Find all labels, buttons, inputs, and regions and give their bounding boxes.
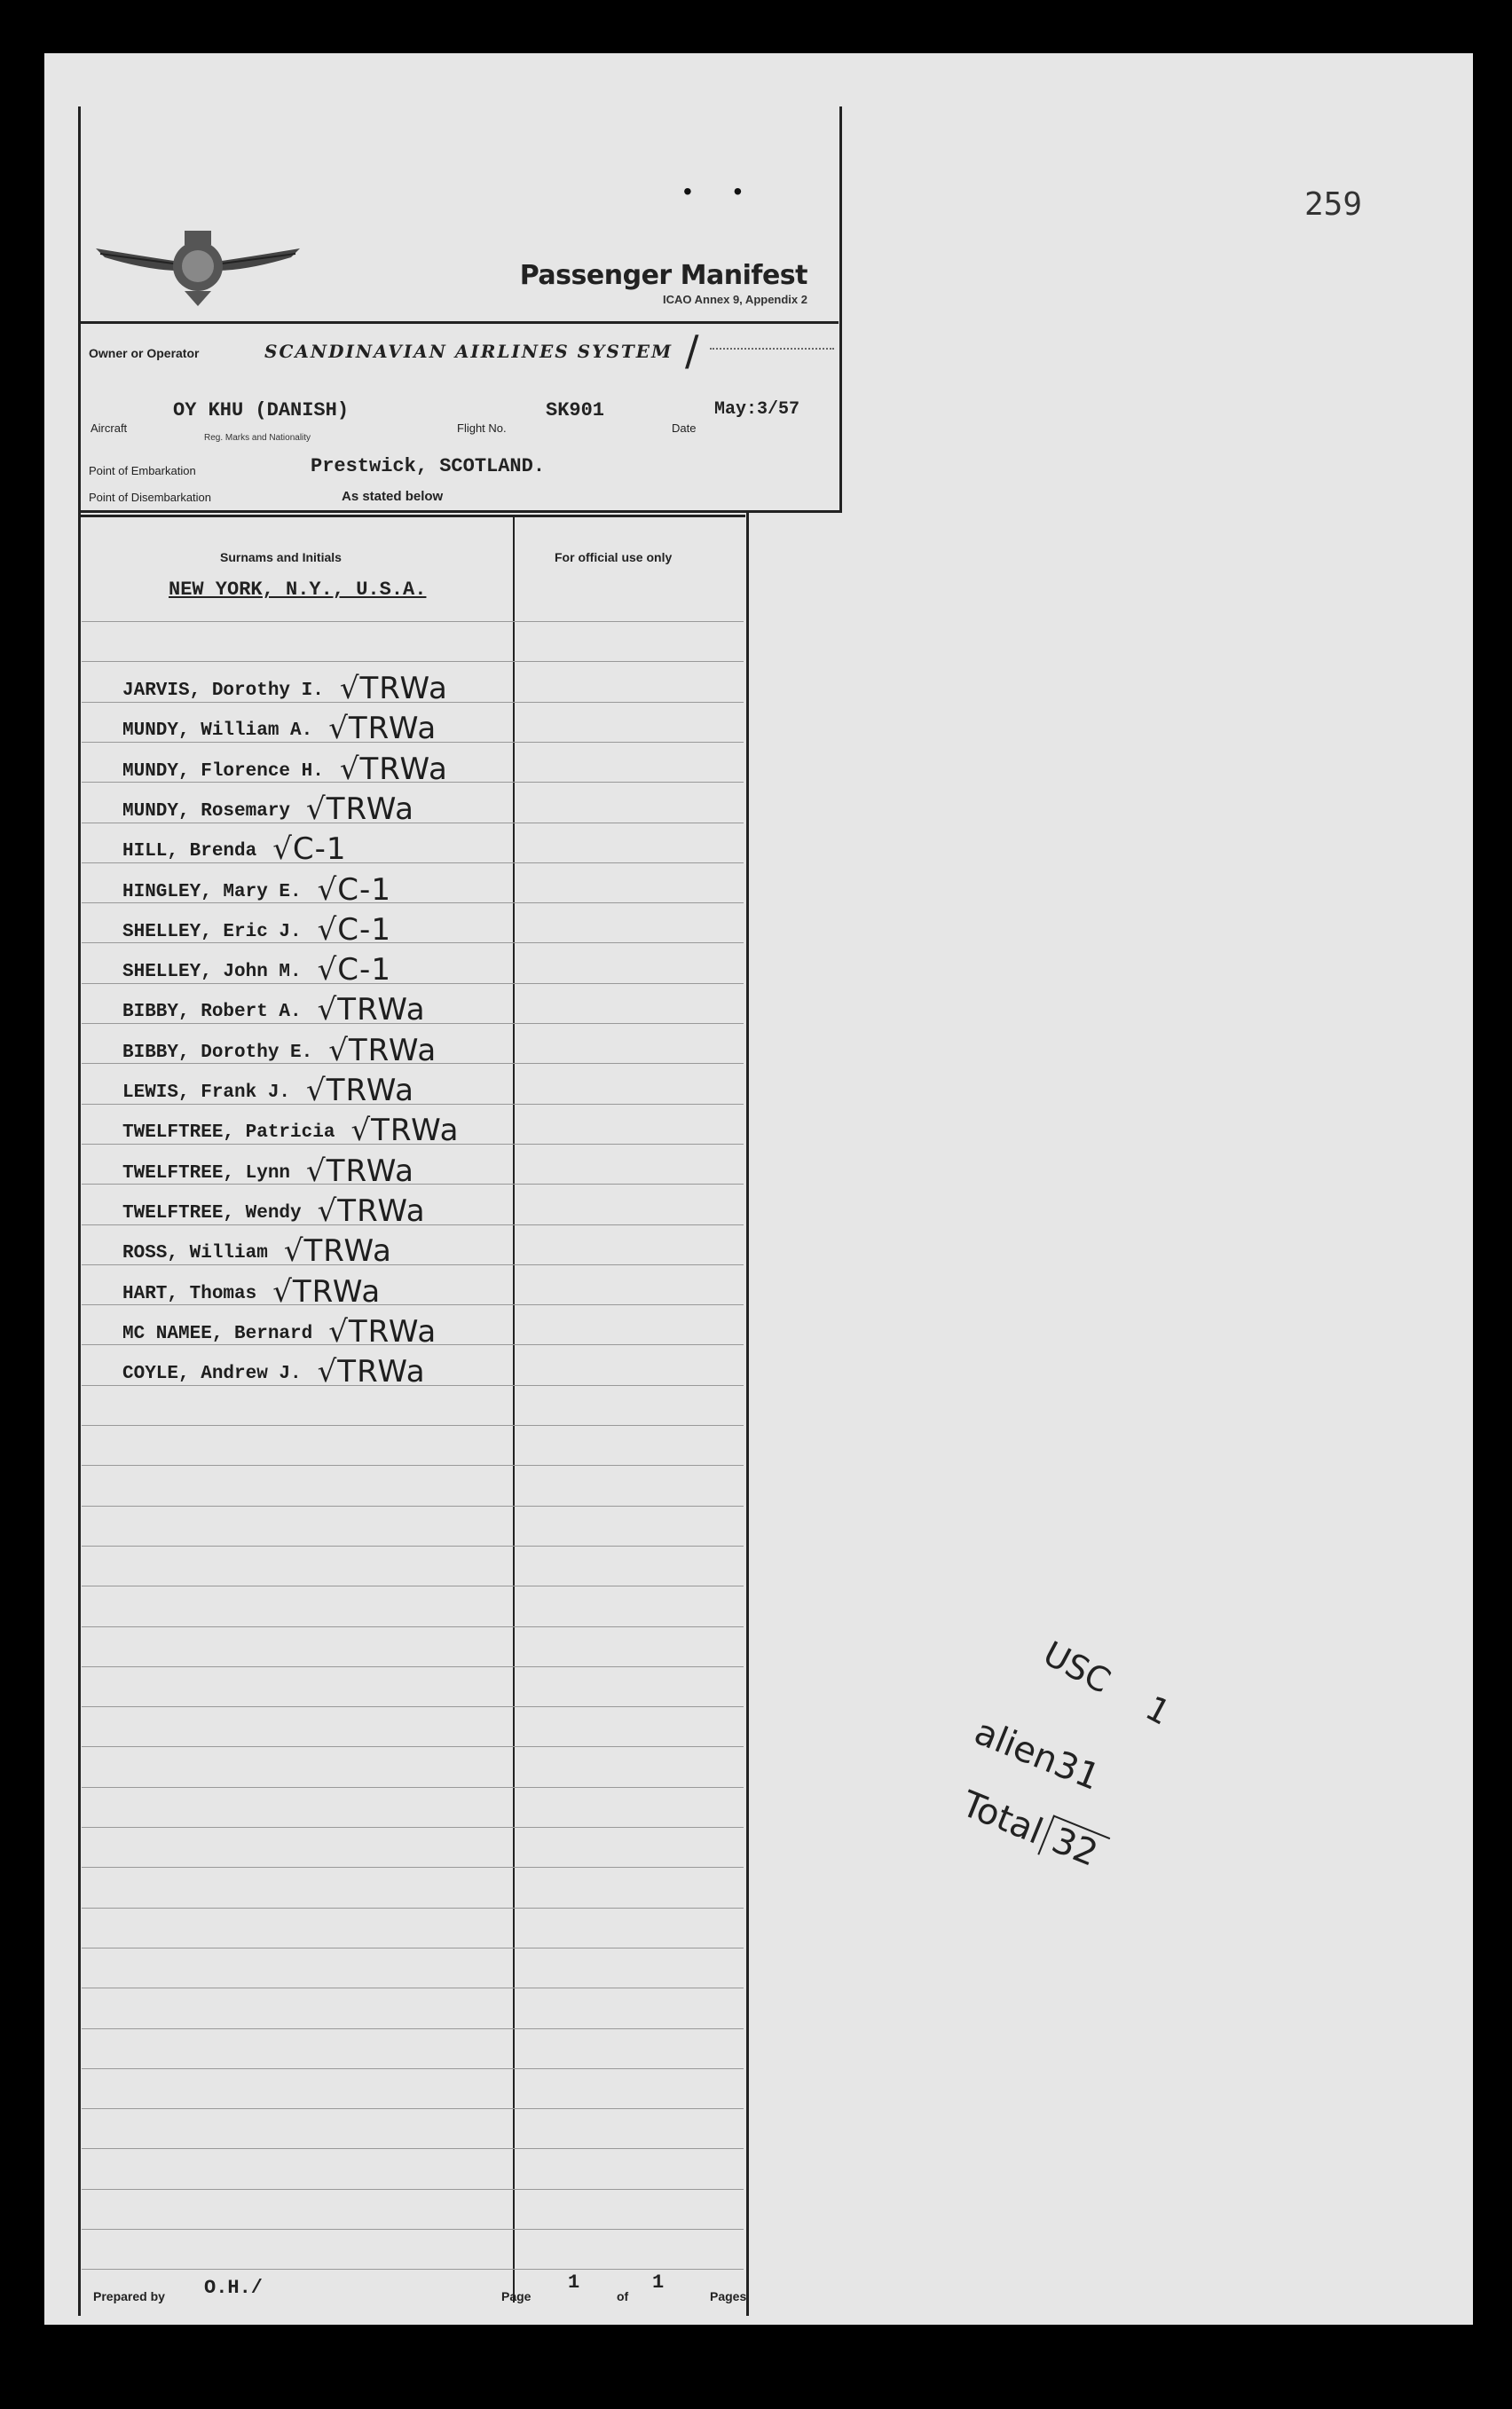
ruled-line: [82, 2229, 744, 2230]
passenger-name: BIBBY, Dorothy E.: [122, 1043, 313, 1063]
page-value: 1: [568, 2271, 580, 2294]
inspection-mark: √C-1: [317, 952, 391, 988]
passenger-row: [122, 1190, 426, 1229]
embark-label: Point of Embarkation: [89, 464, 196, 477]
passenger-name: TWELFTREE, Wendy: [122, 1203, 302, 1224]
ruled-line: [82, 2108, 744, 2109]
date-label: Date: [672, 421, 697, 435]
passenger-row: [122, 748, 448, 787]
passenger-row: [122, 788, 414, 827]
passenger-name: HINGLEY, Mary E.: [122, 882, 302, 902]
ruled-line: [82, 1827, 744, 1828]
inspection-mark: √C-1: [272, 831, 347, 867]
passenger-name: BIBBY, Robert A.: [122, 1002, 302, 1022]
names-column-header: Surnams and Initials: [220, 550, 342, 564]
ruled-line: [82, 1746, 744, 1747]
passenger-name: COYLE, Andrew J.: [122, 1364, 302, 1384]
passenger-row: [122, 909, 391, 948]
ruled-line: [82, 661, 744, 662]
operator-dotted-line: [710, 348, 834, 350]
ruled-line: [82, 1506, 744, 1507]
ruled-line: [82, 1465, 744, 1466]
passenger-name: TWELFTREE, Lynn: [122, 1163, 291, 1184]
inspection-mark: √TRWa: [339, 752, 448, 787]
prepared-by-value: O.H./: [204, 2277, 264, 2299]
inspection-mark: √TRWa: [306, 1073, 414, 1108]
tally-total-label: Total: [956, 1783, 1049, 1853]
official-column-header: For official use only: [555, 550, 673, 564]
passenger-name: ROSS, William: [122, 1243, 268, 1264]
inspection-mark: √TRWa: [350, 1113, 460, 1148]
inspection-mark: √TRWa: [317, 992, 426, 1027]
manifest-title: Passenger Manifest: [519, 260, 807, 291]
inspection-mark: √TRWa: [283, 1233, 392, 1269]
official-column-divider: [513, 515, 515, 2303]
inspection-mark: √TRWa: [306, 791, 414, 827]
operator-value: SCANDINAVIAN AIRLINES SYSTEM: [264, 341, 673, 362]
inspection-mark: √TRWa: [272, 1274, 382, 1310]
passenger-name: HART, Thomas: [122, 1284, 257, 1304]
inspection-mark: √C-1: [317, 912, 391, 948]
passenger-name: MUNDY, Florence H.: [122, 761, 324, 782]
flight-value: SK901: [546, 399, 605, 421]
prepared-by-label: Prepared by: [93, 2289, 165, 2303]
inspection-mark: √TRWa: [339, 671, 448, 706]
passenger-name: MUNDY, William A.: [122, 720, 313, 741]
passenger-row: [122, 828, 347, 867]
passenger-name: LEWIS, Frank J.: [122, 1082, 291, 1103]
passenger-row: [122, 1230, 392, 1269]
reg-marks-label: Reg. Marks and Nationality: [204, 433, 311, 443]
page-label: Page: [501, 2289, 532, 2303]
passenger-row: [122, 707, 437, 746]
operator-slash-mark: /: [685, 327, 699, 374]
aircraft-value: OY KHU (DANISH): [173, 399, 350, 421]
page-number: 259: [1304, 186, 1363, 223]
header-rule: [80, 321, 839, 324]
aircraft-label: Aircraft: [91, 421, 128, 435]
disembark-label: Point of Disembarkation: [89, 491, 212, 504]
airline-wings-logo: [96, 222, 300, 311]
ruled-line: [82, 1908, 744, 1909]
ruled-line: [82, 2269, 744, 2270]
passenger-row: [122, 949, 391, 988]
inspection-mark: √TRWa: [306, 1153, 414, 1189]
passenger-name: MC NAMEE, Bernard: [122, 1324, 313, 1344]
passenger-row: [122, 1150, 414, 1189]
flight-label: Flight No.: [457, 421, 507, 435]
operator-label: Owner or Operator: [89, 346, 200, 360]
inspection-mark: √TRWa: [317, 1193, 426, 1229]
passenger-name: HILL, Brenda: [122, 841, 257, 862]
inspection-mark: √TRWa: [328, 1033, 437, 1068]
passenger-name: JARVIS, Dorothy I.: [122, 681, 324, 701]
tally-alien-label: alien: [968, 1712, 1064, 1782]
of-label: of: [617, 2289, 629, 2303]
ruled-line: [82, 1666, 744, 1667]
ruled-line: [82, 2189, 744, 2190]
inspection-mark: √TRWa: [317, 1354, 426, 1390]
passenger-name: SHELLEY, John M.: [122, 962, 302, 982]
inspection-mark: √C-1: [317, 872, 391, 908]
passenger-name: TWELFTREE, Patricia: [122, 1122, 335, 1143]
passenger-row: [122, 1029, 437, 1068]
of-value: 1: [652, 2271, 665, 2294]
ruled-line: [82, 2028, 744, 2029]
ruled-line: [82, 1867, 744, 1868]
column-header-rule: [80, 515, 745, 517]
ruled-line: [82, 1425, 744, 1426]
ruled-line: [82, 2068, 744, 2069]
passenger-row: [122, 667, 448, 706]
tally-total-value: 32: [1038, 1815, 1111, 1878]
destination-heading: NEW YORK, N.Y., U.S.A.: [169, 579, 427, 601]
passenger-name: SHELLEY, Eric J.: [122, 922, 302, 942]
ruled-line: [82, 2148, 744, 2149]
ruled-line: [82, 1546, 744, 1547]
passenger-row: [122, 1311, 437, 1350]
tally-usc-value: 1: [1139, 1688, 1177, 1733]
passenger-row: [122, 1069, 414, 1108]
pages-label: Pages: [710, 2289, 747, 2303]
passenger-row: [122, 869, 391, 908]
ruled-line: [82, 1626, 744, 1627]
passenger-row: [122, 1271, 382, 1310]
date-value: May:3/57: [714, 399, 800, 420]
punch-mark: • •: [683, 177, 743, 205]
ruled-line: [82, 621, 744, 622]
tally-usc-label: USC: [1036, 1634, 1117, 1701]
inspection-mark: √TRWa: [328, 711, 437, 746]
ruled-line: [82, 1787, 744, 1788]
passenger-name: MUNDY, Rosemary: [122, 801, 291, 822]
embark-value: Prestwick, SCOTLAND.: [311, 455, 546, 477]
tally-alien-value: 31: [1048, 1744, 1106, 1799]
inspection-mark: √TRWa: [328, 1314, 437, 1350]
ruled-line: [82, 1706, 744, 1707]
passenger-row: [122, 1109, 460, 1148]
passenger-row: [122, 1350, 426, 1390]
passenger-row: [122, 988, 426, 1027]
manifest-subtitle: ICAO Annex 9, Appendix 2: [662, 293, 807, 306]
disembark-value: As stated below: [342, 489, 444, 504]
